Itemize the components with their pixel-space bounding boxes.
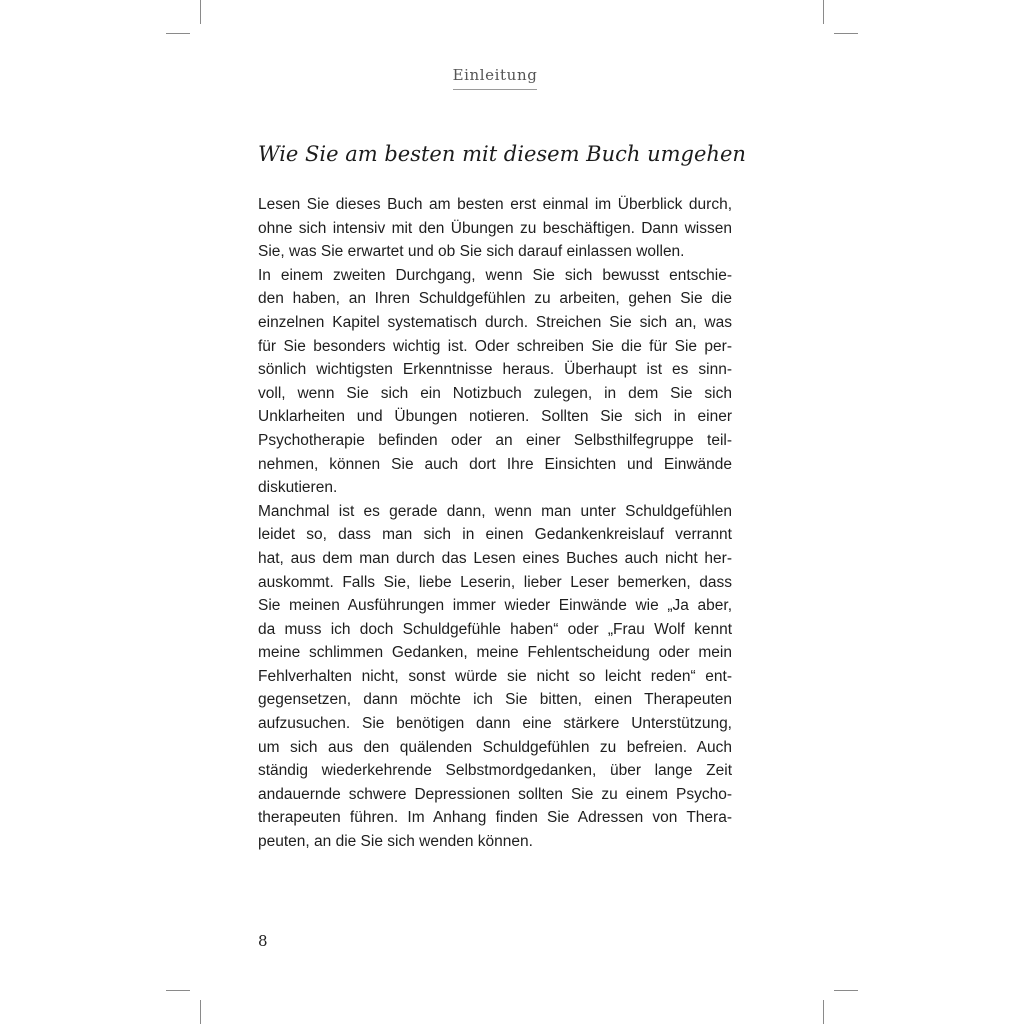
- body-line: andauernde schwere Depressionen sollten Sie zu einem Psycho-: [258, 785, 732, 803]
- body-line: auskommt. Falls Sie, liebe Leserin, lieber Leser bemerken, dass: [258, 573, 732, 591]
- body-line: voll, wenn Sie sich ein Notizbuch zulegen, in dem Sie sich: [258, 384, 732, 402]
- page-number: 8: [258, 932, 268, 950]
- body-line: Psychotherapie befinden oder an einer Selbsthilfegruppe teil-: [258, 431, 732, 449]
- running-head-label: Einleitung: [453, 66, 538, 90]
- body-line: einzelnen Kapitel systematisch durch. Streichen Sie sich an, was: [258, 313, 732, 331]
- body-line: ohne sich intensiv mit den Übungen zu beschäftigen. Dann wissen: [258, 219, 732, 237]
- body-line: peuten, an die Sie sich wenden können.: [258, 833, 533, 851]
- crop-mark: [834, 990, 858, 991]
- body-line: leidet so, dass man sich in einen Gedankenkreislauf verrannt: [258, 526, 732, 544]
- body-line: Sie, was Sie erwartet und ob Sie sich darauf einlassen wollen.: [258, 243, 685, 261]
- crop-mark: [166, 990, 190, 991]
- body-line: therapeuten führen. Im Anhang finden Sie Adressen von Thera-: [258, 809, 732, 827]
- body-line: Fehlverhalten nicht, sonst würde sie nicht so leicht reden“ ent-: [258, 667, 732, 685]
- crop-mark: [823, 1000, 824, 1024]
- crop-mark: [200, 0, 201, 24]
- running-head: [0, 66, 990, 90]
- body-line: diskutieren.: [258, 479, 338, 497]
- body-line: sönlich wichtigsten Erkenntnisse heraus. Überhaupt ist es sinn-: [258, 361, 732, 379]
- body-line: Manchmal ist es gerade dann, wenn man unter Schuldgefühlen: [258, 502, 732, 520]
- body-line: da muss ich doch Schuldgefühle haben“ oder „Frau Wolf kennt: [258, 620, 732, 638]
- body-line: Unklarheiten und Übungen notieren. Sollten Sie sich in einer: [258, 408, 732, 426]
- body-line: In einem zweiten Durchgang, wenn Sie sich bewusst entschie-: [258, 266, 732, 284]
- crop-mark: [823, 0, 824, 24]
- body-line: gegensetzen, dann möchte ich Sie bitten, einen Therapeuten: [258, 691, 732, 709]
- crop-mark: [200, 1000, 201, 1024]
- body-line: hat, aus dem man durch das Lesen eines Buches auch nicht her-: [258, 549, 732, 567]
- body-line: für Sie besonders wichtig ist. Oder schreiben Sie die für Sie per-: [258, 337, 732, 355]
- body-text: [258, 193, 732, 854]
- body-line: den haben, an Ihren Schuldgefühlen zu arbeiten, gehen Sie die: [258, 290, 732, 308]
- body-line: Sie meinen Ausführungen immer wieder Einwände wie „Ja aber,: [258, 597, 732, 615]
- section-title: Wie Sie am besten mit diesem Buch umgehen: [258, 142, 746, 166]
- body-line: um sich aus den quälenden Schuldgefühlen zu befreien. Auch: [258, 738, 732, 756]
- body-line: nehmen, können Sie auch dort Ihre Einsichten und Einwände: [258, 455, 732, 473]
- body-line: aufzusuchen. Sie benötigen dann eine stärkere Unterstützung,: [258, 715, 732, 733]
- crop-mark: [834, 33, 858, 34]
- body-line: meine schlimmen Gedanken, meine Fehlentscheidung oder mein: [258, 644, 732, 662]
- crop-mark: [166, 33, 190, 34]
- body-line: ständig wiederkehrende Selbstmordgedanken, über lange Zeit: [258, 762, 732, 780]
- body-line: Lesen Sie dieses Buch am besten erst einmal im Überblick durch,: [258, 196, 732, 213]
